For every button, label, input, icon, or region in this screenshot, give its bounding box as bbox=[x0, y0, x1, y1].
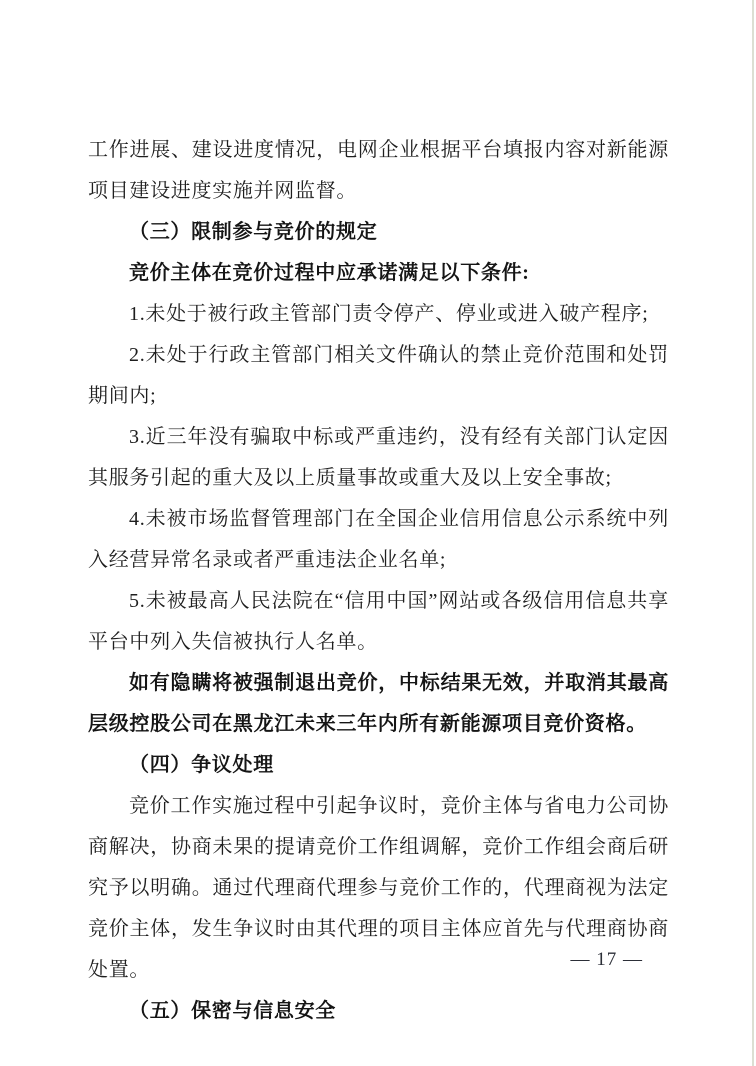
document-body bbox=[88, 130, 669, 1032]
list-item-1: 1.未处于被行政主管部门责令停产、停业或进入破产程序; bbox=[129, 303, 649, 325]
section-heading-4-dispute-resolution: （四）争议处理 bbox=[129, 754, 274, 776]
section-heading-3-bidding-restrictions: （三）限制参与竞价的规定 bbox=[129, 221, 378, 243]
page-number: — 17 — bbox=[570, 949, 643, 970]
list-item-2: 2.未处于行政主管部门相关文件确认的禁止竞价范围和处罚期间内; bbox=[88, 344, 669, 407]
list-item-4: 4.未被市场监督管理部门在全国企业信用信息公示系统中列入经营异常名录或者严重违法企业名单; bbox=[88, 508, 669, 571]
paragraph-concealment-penalty: 如有隐瞒将被强制退出竞价，中标结果无效，并取消其最高层级控股公司在黑龙江未来三年内所有新能源项目竞价资格。 bbox=[88, 672, 669, 735]
paragraph-commitment-intro: 竞价主体在竞价过程中应承诺满足以下条件: bbox=[129, 262, 530, 284]
section-heading-5-confidentiality: （五）保密与信息安全 bbox=[129, 1000, 336, 1022]
scan-edge-line bbox=[752, 0, 754, 1066]
paragraph-grid-supervision: 工作进展、建设进度情况，电网企业根据平台填报内容对新能源项目建设进度实施并网监督。 bbox=[88, 139, 669, 202]
list-item-3: 3.近三年没有骗取中标或严重违约，没有经有关部门认定因其服务引起的重大及以上质量事故或重大及以上安全事故; bbox=[88, 426, 669, 489]
list-item-5: 5.未被最高人民法院在“信用中国”网站或各级信用信息共享平台中列入失信被执行人名单。 bbox=[88, 590, 669, 653]
paragraph-dispute-process: 竞价工作实施过程中引起争议时，竞价主体与省电力公司协商解决，协商未果的提请竞价工作组调解，竞价工作组会商后研究予以明确。通过代理商代理参与竞价工作的，代理商视为法定竞价主体，发生争议时由其代理的项目主体应首先与代理商协商处置。 bbox=[88, 795, 669, 981]
